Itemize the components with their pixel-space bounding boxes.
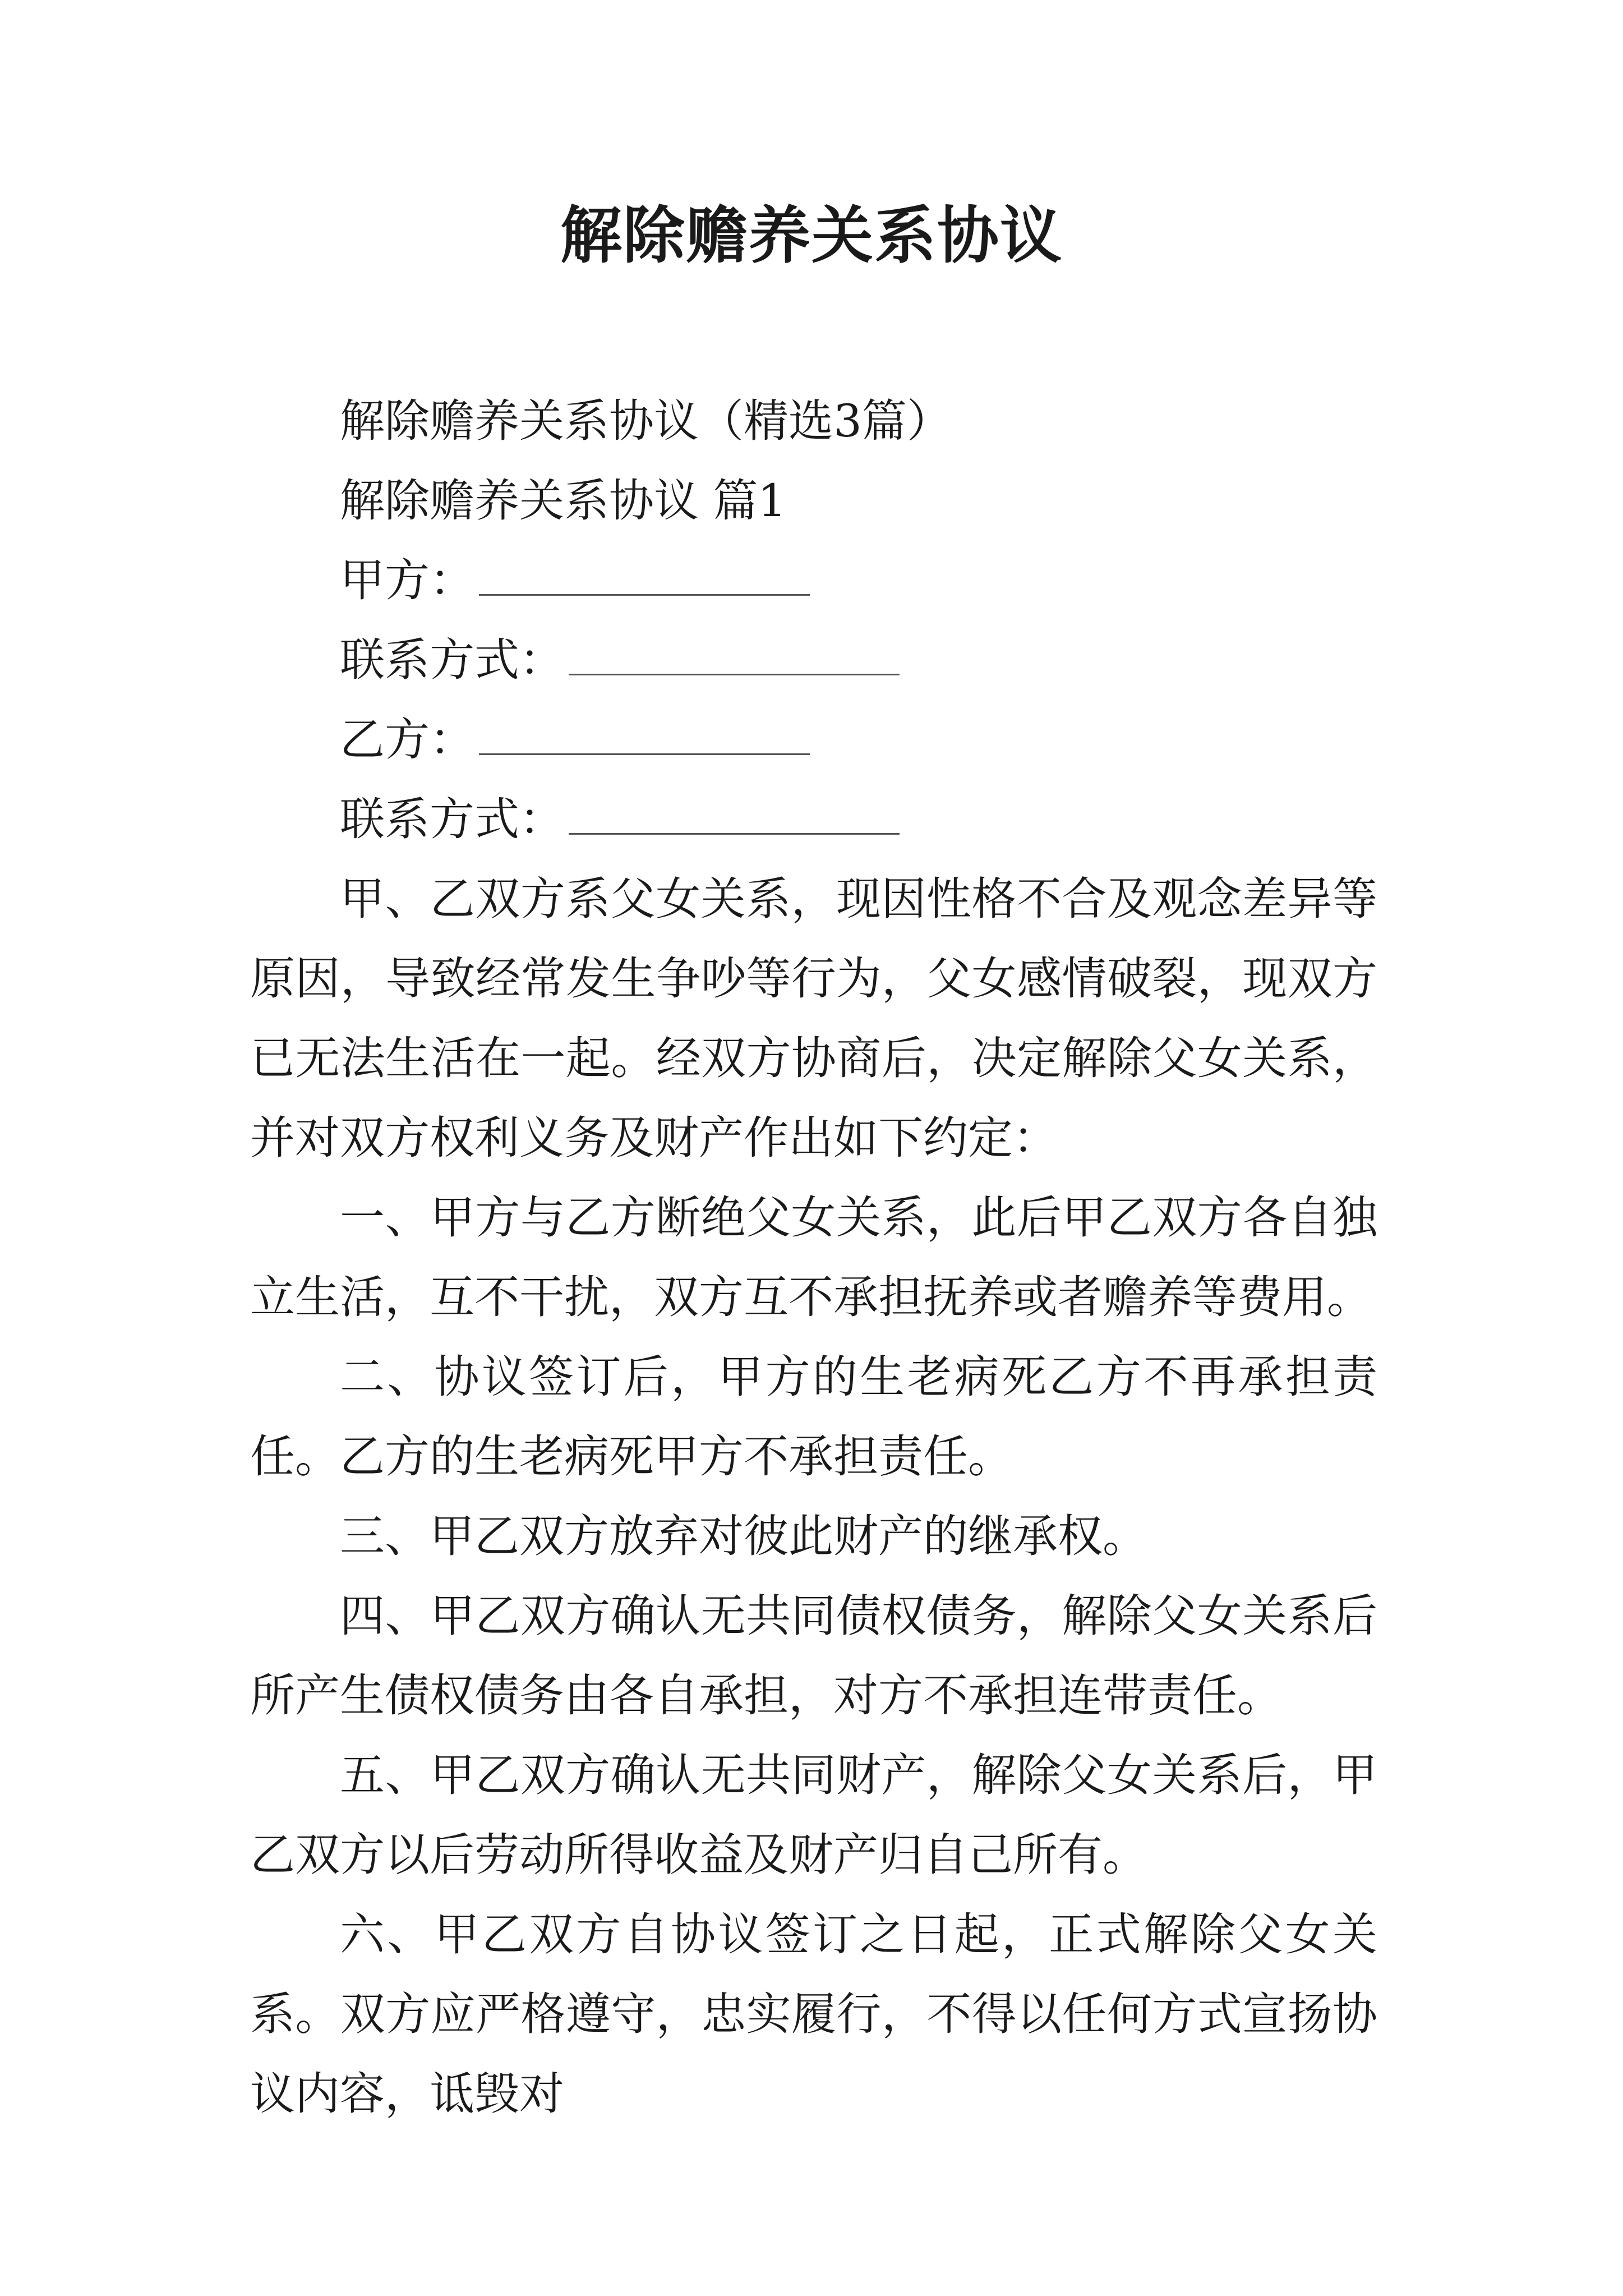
paragraph-clause-6: 六、甲乙双方自协议签订之日起，正式解除父女关系。双方应严格遵守，忠实履行，不得以任何方式宣扬协议内容，诋毁对 (250, 1908, 1377, 2120)
paragraph-clause-4: 四、甲乙双方确认无共同债权债务，解除父女关系后所产生债权债务由各自承担，对方不承担连带责任。 (250, 1590, 1377, 1722)
blank-line (479, 560, 810, 596)
field-party-b (250, 700, 1377, 780)
field-label: 联系方式： (340, 634, 564, 686)
field-party-a-contact (250, 620, 1377, 700)
field-party-b-contact (250, 780, 1377, 859)
paragraph-preamble: 甲、乙双方系父女关系，现因性格不合及观念差异等原因，导致经常发生争吵等行为，父女感情破裂，现双方已无法生活在一起。经双方协商后，决定解除父女关系，并对双方权利义务及财产作出如下约定： (250, 873, 1377, 1164)
document-body (250, 381, 1377, 2134)
section-heading: 解除赡养关系协议 篇1 (340, 475, 787, 527)
paragraph-clause-2: 二、协议签订后，甲方的生老病死乙方不再承担责任。乙方的生老病死甲方不承担责任。 (250, 1351, 1377, 1483)
blank-line (569, 799, 900, 835)
paragraph-clause-5: 五、甲乙双方确认无共同财产，解除父女关系后，甲乙双方以后劳动所得收益及财产归自己所有。 (250, 1749, 1377, 1881)
field-label: 联系方式： (340, 793, 564, 845)
field-label: 乙方： (340, 714, 474, 766)
paragraph-clause-3: 三、甲乙双方放弃对彼此财产的继承权。 (340, 1510, 1147, 1562)
document-subtitle: 解除赡养关系协议（精选3篇） (340, 395, 952, 447)
field-label: 甲方： (340, 554, 474, 606)
paragraph-clause-1: 一、甲方与乙方断绝父女关系，此后甲乙双方各自独立生活，互不干扰，双方互不承担抚养或者赡养等费用。 (250, 1191, 1377, 1323)
document-title: 解除赡养关系协议 (560, 200, 1063, 272)
blank-line (479, 720, 810, 755)
blank-line (569, 640, 900, 675)
field-party-a (250, 541, 1377, 620)
